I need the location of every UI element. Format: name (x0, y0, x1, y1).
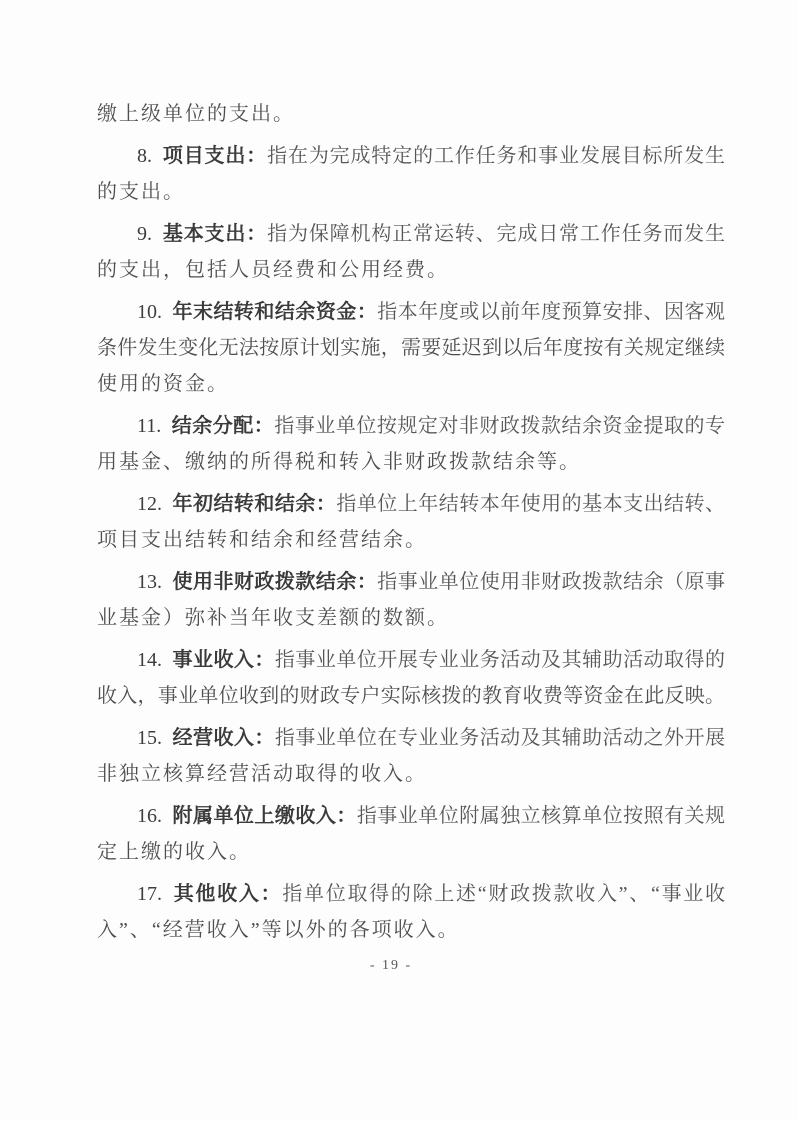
item-term: 附属单位上缴收入： (172, 805, 357, 827)
text-line: 收入，事业单位收到的财政专户实际核拨的教育收费等资金在此反映。 (97, 685, 725, 707)
item-term: 年末结转和结余资金： (172, 301, 378, 323)
item-number: 11. (137, 415, 162, 437)
item-term: 使用非财政拨款结余： (172, 571, 378, 593)
item-number: 12. (137, 493, 162, 515)
text-line: 用基金、缴纳的所得税和转入非财政拨款结余等。 (97, 451, 581, 473)
text-line: 业基金）弥补当年收支差额的数额。 (97, 607, 449, 629)
item-number: 9. (137, 223, 152, 245)
item-number: 15. (137, 727, 162, 749)
text-line: 使用的资金。 (97, 373, 229, 395)
item-definition-text: 指事业单位按规定对非财政拨款结余资金提取的专 (274, 415, 726, 437)
item-definition-text: 指本年度或以前年度预算安排、因客观 (377, 301, 726, 323)
page-number: - 19 - (369, 958, 413, 973)
text-line (97, 642, 725, 678)
item-definition-text: 指事业单位附属独立核算单位按照有关规 (356, 805, 726, 827)
paragraph-continuation (97, 96, 725, 132)
text-line: 定上缴的收入。 (97, 841, 251, 863)
text-line (97, 486, 725, 522)
definition-item (97, 798, 725, 870)
text-line: 入”、“经营收入”等以外的各项收入。 (97, 919, 460, 941)
item-definition-text: 指事业单位在专业业务活动及其辅助活动之外开展 (274, 727, 726, 749)
text-line: 项目支出结转和结余和经营结余。 (97, 529, 427, 551)
document-body (97, 96, 725, 948)
text-line (97, 876, 725, 912)
text-line (97, 408, 725, 444)
item-term: 经营收入： (172, 727, 275, 749)
definition-item (97, 642, 725, 714)
item-term: 结余分配： (171, 415, 275, 437)
item-number: 13. (137, 571, 162, 593)
definition-item (97, 564, 725, 636)
item-term: 基本支出： (162, 223, 268, 245)
text-line: 非独立核算经营活动取得的收入。 (97, 763, 427, 785)
definition-item (97, 216, 725, 288)
item-definition-text: 指在为完成特定的工作任务和事业发展目标所发生 (267, 145, 726, 167)
text-line (97, 216, 725, 252)
text-line (97, 720, 725, 756)
definition-item (97, 138, 725, 210)
item-term: 其他收入： (172, 883, 283, 905)
item-term: 年初结转和结余： (172, 493, 337, 515)
text-line (97, 294, 725, 330)
text-line (97, 798, 725, 834)
item-definition-text: 指事业单位使用非财政拨款结余（原事 (377, 571, 726, 593)
text-line: 的支出，包括人员经费和公用经费。 (97, 259, 449, 281)
text-line: 缴上级单位的支出。 (97, 103, 295, 125)
item-number: 10. (137, 301, 162, 323)
item-definition-text: 指为保障机构正常运转、完成日常工作任务而发生 (267, 223, 726, 245)
text-line: 的支出。 (97, 181, 185, 203)
definition-item (97, 876, 725, 948)
definition-item (97, 408, 725, 480)
item-definition-text: 指单位取得的除上述“财政拨款收入”、“事业收 (282, 883, 726, 905)
item-term: 事业收入： (172, 649, 275, 671)
text-line (97, 138, 725, 174)
item-definition-text: 指单位上年结转本年使用的基本支出结转、 (336, 493, 726, 515)
item-definition-text: 指事业单位开展专业业务活动及其辅助活动取得的 (274, 649, 726, 671)
definition-item (97, 486, 725, 558)
item-number: 8. (137, 145, 152, 167)
definition-item (97, 294, 725, 402)
definition-item (97, 720, 725, 792)
text-line (97, 564, 725, 600)
item-number: 16. (137, 805, 162, 827)
item-number: 14. (137, 649, 162, 671)
item-term: 项目支出： (162, 145, 268, 167)
text-line: 条件发生变化无法按原计划实施，需要延迟到以后年度按有关规定继续 (97, 337, 725, 359)
item-number: 17. (137, 883, 162, 905)
